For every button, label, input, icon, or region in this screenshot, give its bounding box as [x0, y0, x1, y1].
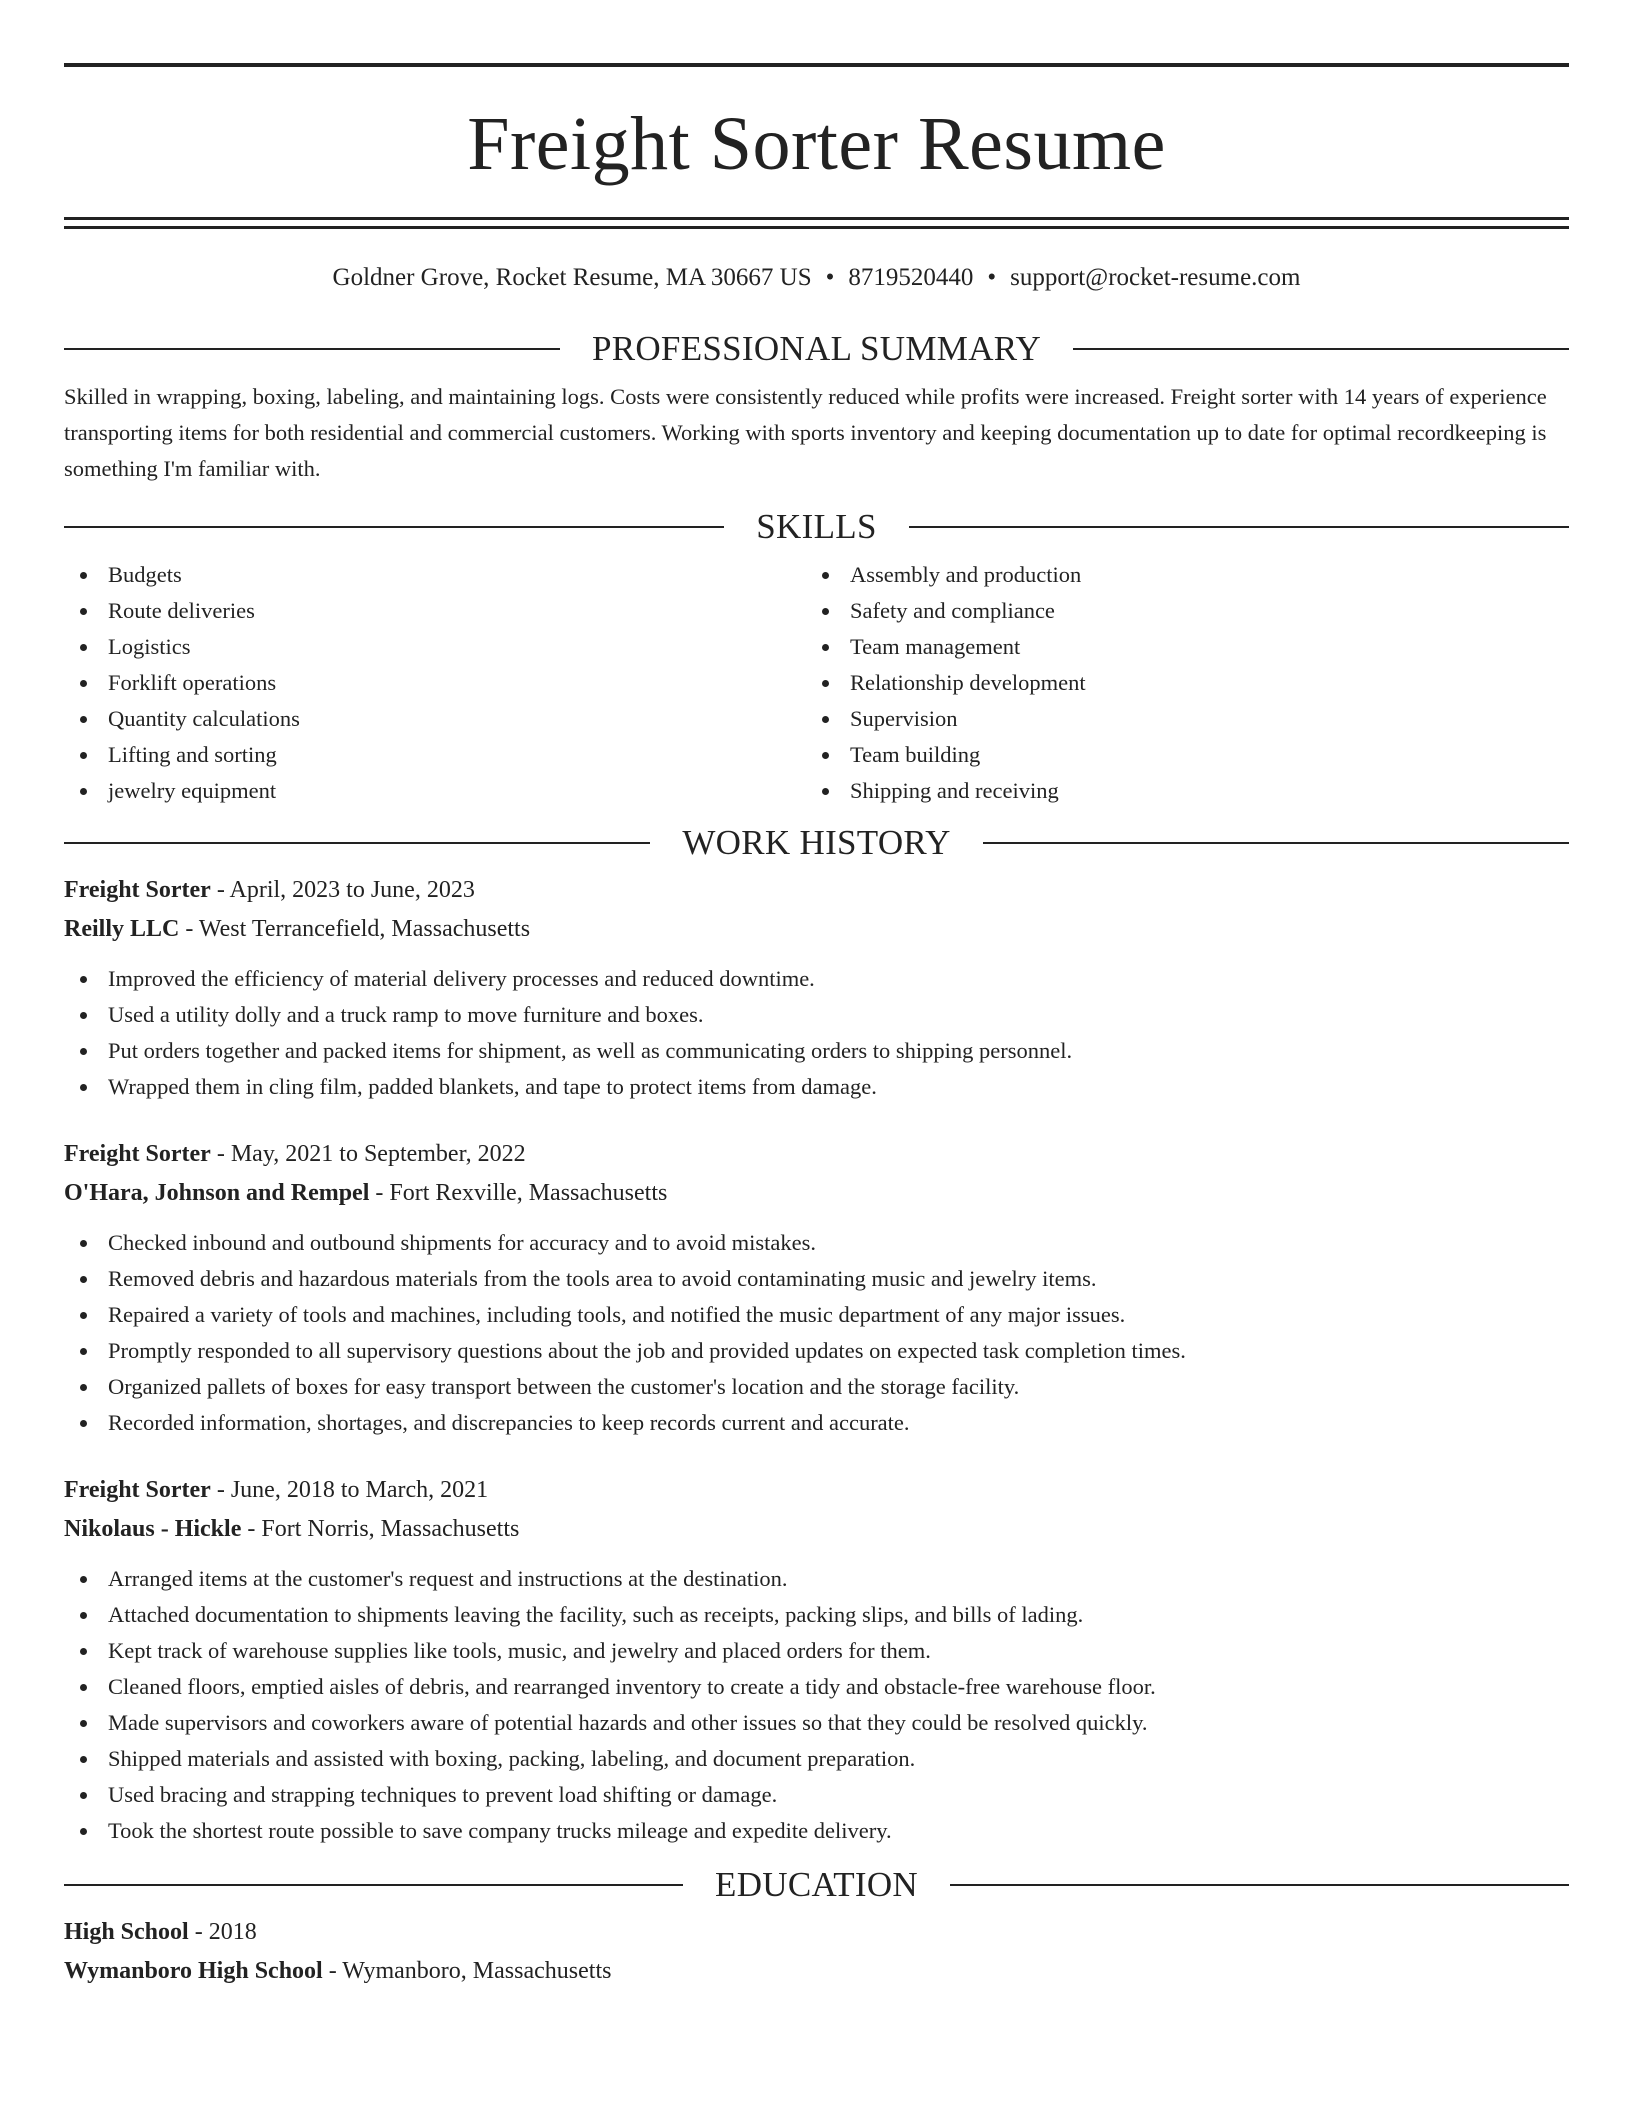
- contact-address: Goldner Grove, Rocket Resume, MA 30667 US: [332, 264, 812, 291]
- job-bullet: Promptly responded to all supervisory questions about the job and provided updates on expected task completion times.: [64, 1333, 1569, 1369]
- job-bullet: Put orders together and packed items for shipment, as well as communicating orders to shipping personnel.: [64, 1033, 1569, 1069]
- top-rule: [64, 63, 1569, 67]
- heading-rule: [64, 842, 650, 844]
- job-entry: [64, 871, 1569, 1105]
- skills-columns: [64, 557, 1569, 809]
- work-heading-label: WORK HISTORY: [682, 823, 951, 862]
- job-bullet: Removed debris and hazardous materials from the tools area to avoid contaminating music and jewelry items.: [64, 1261, 1569, 1297]
- skills-heading-label: SKILLS: [756, 507, 877, 546]
- heading-rule: [64, 526, 724, 528]
- job-bullet: Cleaned floors, emptied aisles of debris, and rearranged inventory to create a tidy and obstacle-free warehouse floor.: [64, 1669, 1569, 1705]
- education-year: - 2018: [188, 1919, 257, 1945]
- job-title: Freight Sorter: [64, 1477, 211, 1503]
- job-bullet: Used bracing and strapping techniques to prevent load shifting or damage.: [64, 1777, 1569, 1813]
- skill-item: Budgets: [64, 557, 806, 593]
- job-title-line: [64, 1135, 1569, 1174]
- heading-rule: [983, 842, 1569, 844]
- job-bullets: [64, 1225, 1569, 1441]
- job-entry: [64, 1135, 1569, 1441]
- job-bullet: Made supervisors and coworkers aware of potential hazards and other issues so that they could be resolved quickly.: [64, 1705, 1569, 1741]
- skill-item: Safety and compliance: [806, 593, 1548, 629]
- heading-rule: [64, 348, 560, 350]
- skill-item: Relationship development: [806, 665, 1548, 701]
- work-section-heading: [64, 823, 1569, 863]
- job-company: Reilly LLC: [64, 916, 180, 942]
- skill-item: jewelry equipment: [64, 773, 806, 809]
- job-bullet: Repaired a variety of tools and machines, including tools, and notified the music department of any major issues.: [64, 1297, 1569, 1333]
- skill-item: Forklift operations: [64, 665, 806, 701]
- job-bullet: Improved the efficiency of material delivery processes and reduced downtime.: [64, 961, 1569, 997]
- title-double-rule: [64, 217, 1569, 229]
- job-company: Nikolaus - Hickle: [64, 1516, 242, 1542]
- summary-heading-label: PROFESSIONAL SUMMARY: [591, 329, 1042, 368]
- skill-item: Quantity calculations: [64, 701, 806, 737]
- skill-item: Shipping and receiving: [806, 773, 1548, 809]
- skills-list-right: [806, 557, 1548, 809]
- skill-item: Assembly and production: [806, 557, 1548, 593]
- summary-section-heading: [64, 329, 1569, 369]
- job-bullet: Arranged items at the customer's request and instructions at the destination.: [64, 1561, 1569, 1597]
- education-heading-label: EDUCATION: [715, 1865, 918, 1904]
- education-entry: [64, 1913, 1569, 1991]
- job-bullet: Checked inbound and outbound shipments for accuracy and to avoid mistakes.: [64, 1225, 1569, 1261]
- heading-rule: [909, 526, 1569, 528]
- education-degree: High School: [64, 1919, 189, 1945]
- resume-page: [64, 0, 1569, 1991]
- job-bullet: Recorded information, shortages, and discrepancies to keep records current and accurate.: [64, 1405, 1569, 1441]
- skills-section-heading: [64, 507, 1569, 547]
- job-company-line: [64, 910, 1569, 949]
- resume-title: Freight Sorter Resume: [467, 102, 1166, 186]
- job-location: - Fort Rexville, Massachusetts: [369, 1180, 668, 1206]
- skill-item: Route deliveries: [64, 593, 806, 629]
- job-bullet: Wrapped them in cling film, padded blankets, and tape to protect items from damage.: [64, 1069, 1569, 1105]
- education-degree-line: [64, 1913, 1569, 1952]
- skill-item: Logistics: [64, 629, 806, 665]
- job-dates: - June, 2018 to March, 2021: [210, 1477, 489, 1503]
- job-company-line: [64, 1174, 1569, 1213]
- heading-rule: [950, 1884, 1569, 1886]
- contact-separator: •: [987, 264, 997, 291]
- job-title: Freight Sorter: [64, 877, 211, 903]
- job-bullet: Used a utility dolly and a truck ramp to move furniture and boxes.: [64, 997, 1569, 1033]
- job-location: - West Terrancefield, Massachusetts: [179, 916, 531, 942]
- job-title-line: [64, 1471, 1569, 1510]
- job-dates: - April, 2023 to June, 2023: [210, 877, 475, 903]
- skill-item: Lifting and sorting: [64, 737, 806, 773]
- job-entry: [64, 1471, 1569, 1849]
- heading-rule: [1073, 348, 1569, 350]
- job-bullet: Kept track of warehouse supplies like tools, music, and jewelry and placed orders for them.: [64, 1633, 1569, 1669]
- job-title: Freight Sorter: [64, 1141, 211, 1167]
- job-bullets: [64, 1561, 1569, 1849]
- job-company: O'Hara, Johnson and Rempel: [64, 1180, 370, 1206]
- education-school: Wymanboro High School: [64, 1958, 323, 1984]
- job-bullet: Organized pallets of boxes for easy transport between the customer's location and the storage facility.: [64, 1369, 1569, 1405]
- contact-separator: •: [825, 264, 835, 291]
- skill-item: Supervision: [806, 701, 1548, 737]
- skill-item: Team management: [806, 629, 1548, 665]
- job-dates: - May, 2021 to September, 2022: [210, 1141, 526, 1167]
- skills-list-left: [64, 557, 806, 809]
- contact-line: [64, 263, 1569, 293]
- job-bullet: Took the shortest route possible to save company trucks mileage and expedite delivery.: [64, 1813, 1569, 1849]
- contact-email: support@rocket-resume.com: [1010, 264, 1301, 291]
- contact-phone: 8719520440: [848, 264, 974, 291]
- education-school-line: [64, 1952, 1569, 1991]
- job-bullet: Attached documentation to shipments leaving the facility, such as receipts, packing slips, and bills of lading.: [64, 1597, 1569, 1633]
- summary-text: Skilled in wrapping, boxing, labeling, and maintaining logs. Costs were consistently reduced while profits were increased. Freight sorter with 14 years of experience transporting items for both residential and commercial customers. Working with sports inventory and keeping documentation up to date for optimal recordkeeping is something I'm familiar with.: [64, 384, 1547, 481]
- job-bullet: Shipped materials and assisted with boxing, packing, labeling, and document preparation.: [64, 1741, 1569, 1777]
- education-location: - Wymanboro, Massachusetts: [322, 1958, 612, 1984]
- job-company-line: [64, 1510, 1569, 1549]
- job-location: - Fort Norris, Massachusetts: [241, 1516, 520, 1542]
- education-section-heading: [64, 1865, 1569, 1905]
- job-title-line: [64, 871, 1569, 910]
- heading-rule: [64, 1884, 683, 1886]
- job-bullets: [64, 961, 1569, 1105]
- skill-item: Team building: [806, 737, 1548, 773]
